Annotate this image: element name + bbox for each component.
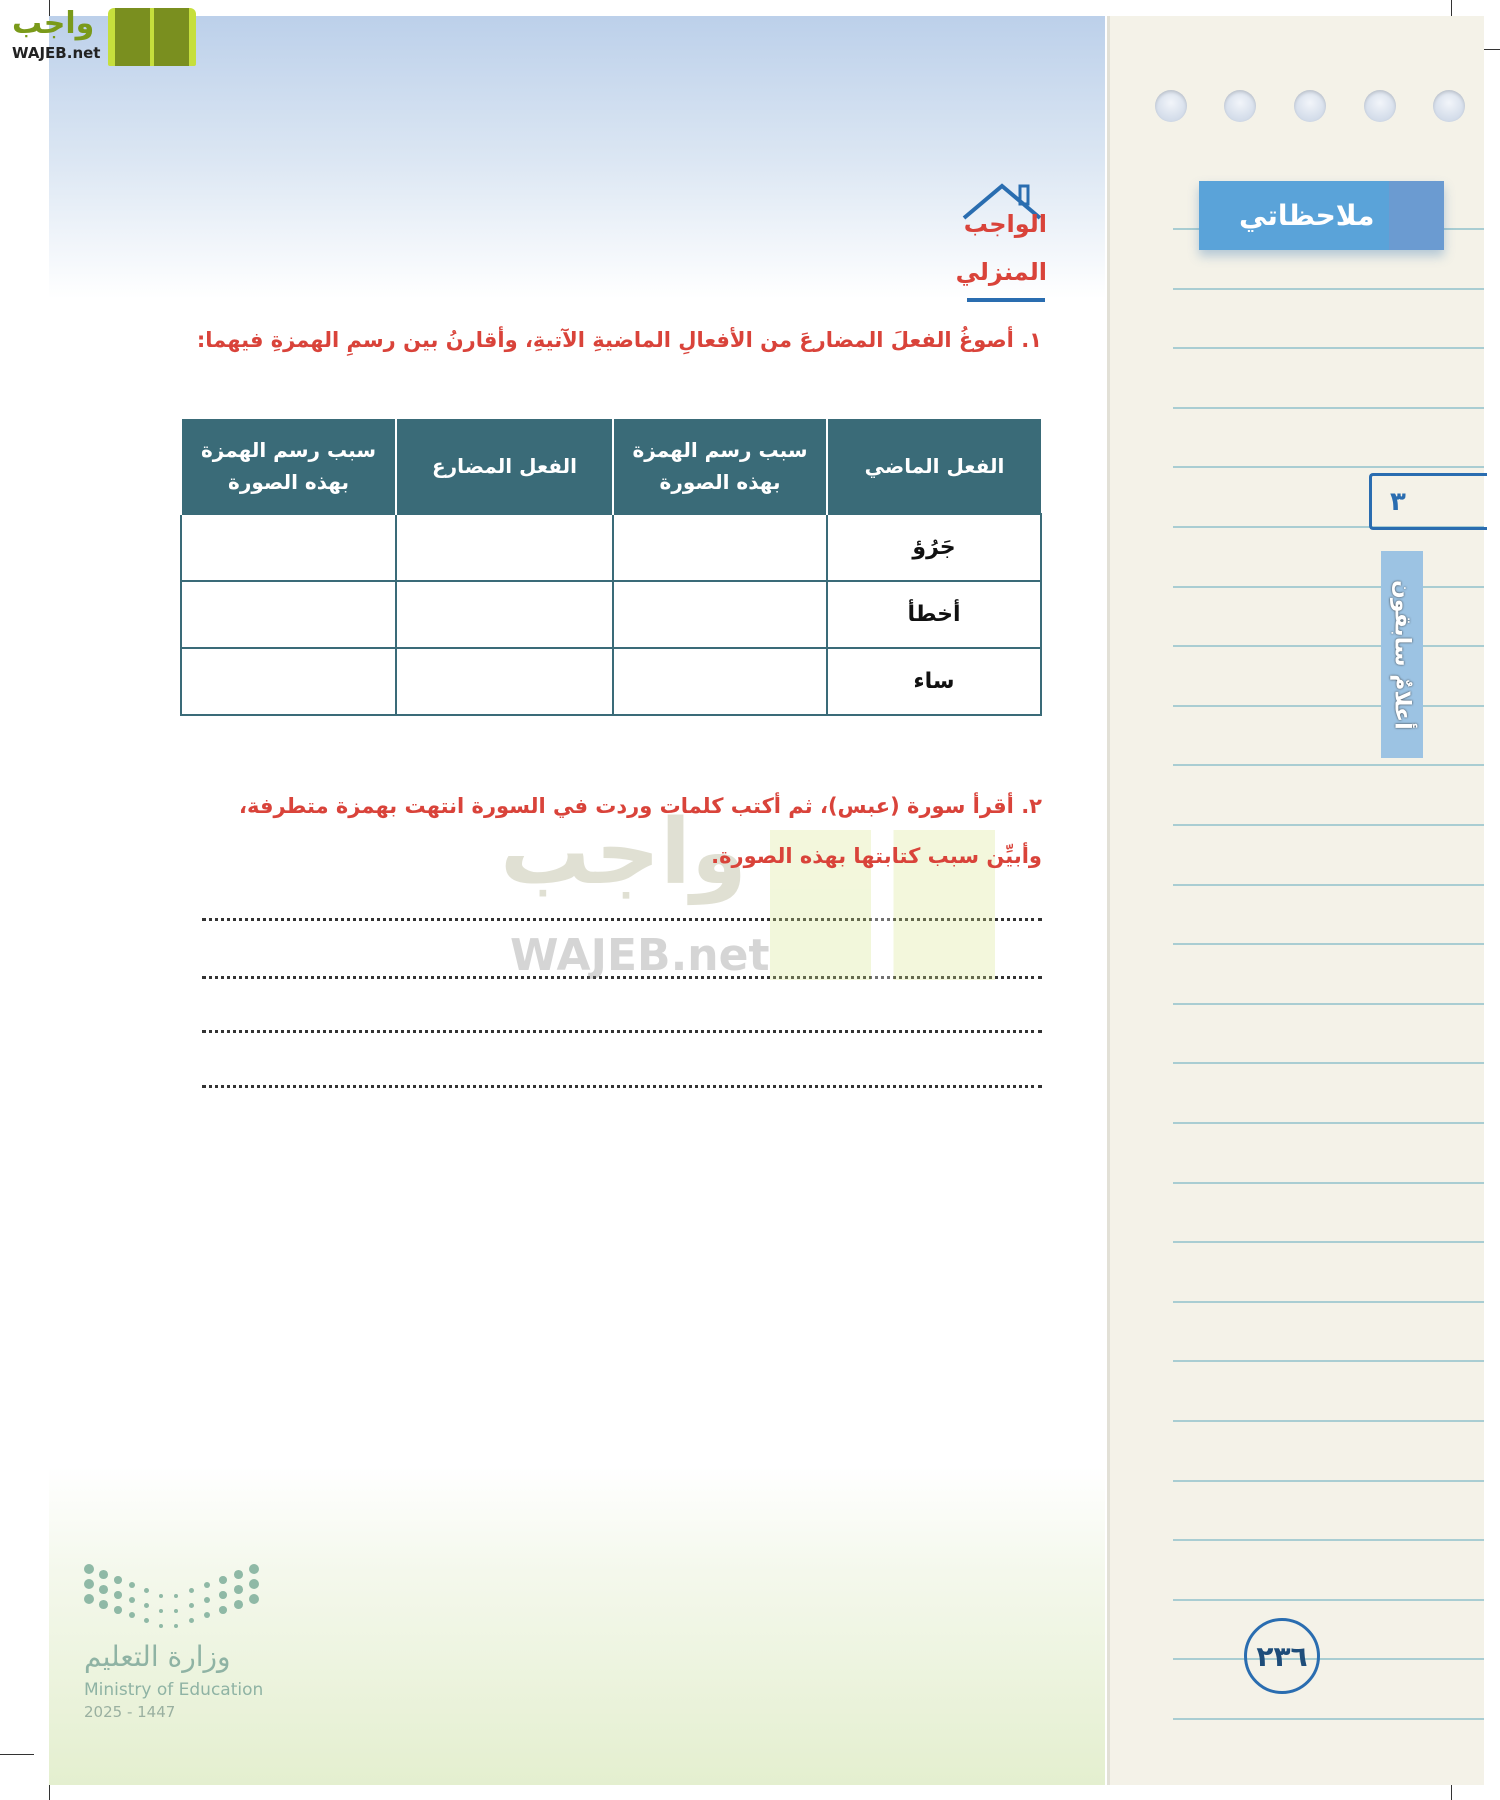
binder-hole xyxy=(1155,90,1187,122)
logo-dot xyxy=(219,1606,227,1614)
logo-dot xyxy=(234,1570,243,1579)
ruled-line xyxy=(1173,1658,1484,1660)
answer-cell[interactable] xyxy=(181,514,396,581)
header-reason-past: سبب رسم الهمزة بهذه الصورة xyxy=(613,419,827,514)
table-header-row xyxy=(181,419,1041,514)
notes-label-tab xyxy=(1389,181,1444,250)
page-number-text: ٢٣٦ xyxy=(1256,1639,1308,1673)
ruled-line xyxy=(1173,943,1484,945)
logo-dot xyxy=(144,1588,149,1593)
table-row xyxy=(181,648,1041,715)
logo-dot xyxy=(174,1624,178,1628)
ruled-line xyxy=(1173,884,1484,886)
logo-dot xyxy=(249,1564,259,1574)
answer-cell[interactable] xyxy=(181,648,396,715)
logo-dot xyxy=(174,1609,178,1613)
logo-dot xyxy=(219,1576,227,1584)
chapter-number-box xyxy=(1369,473,1487,530)
ruled-line xyxy=(1173,466,1484,468)
table-row xyxy=(181,581,1041,648)
ruled-line xyxy=(1173,1062,1484,1064)
hamza-table xyxy=(180,419,1042,716)
book-icon xyxy=(108,8,196,66)
answer-line[interactable] xyxy=(202,1085,1042,1088)
answer-line[interactable] xyxy=(202,1030,1042,1033)
table-row xyxy=(181,514,1041,581)
watermark-latin: WAJEB.net xyxy=(510,930,770,981)
watermark-arabic: واجب xyxy=(500,800,747,905)
logo-dot xyxy=(234,1600,243,1609)
binder-hole xyxy=(1294,90,1326,122)
binder-hole xyxy=(1224,90,1256,122)
binder-hole xyxy=(1364,90,1396,122)
logo-dot xyxy=(159,1609,163,1613)
ruled-line xyxy=(1173,288,1484,290)
homework-underline xyxy=(967,298,1045,302)
logo-dot xyxy=(219,1591,227,1599)
page-number xyxy=(1244,1618,1320,1694)
header-past-verb: الفعل الماضي xyxy=(827,419,1041,514)
header-present-verb: الفعل المضارع xyxy=(396,419,613,514)
ruled-line xyxy=(1173,645,1484,647)
logo-dot xyxy=(189,1603,194,1608)
logo-dot xyxy=(114,1576,122,1584)
logo-dot xyxy=(114,1606,122,1614)
past-verb-cell: جَرُؤ xyxy=(827,514,1041,581)
question-2-line1: ٢. أقرأ سورة (عبس)، ثم أكتب كلمات وردت في السورة انتهت بهمزة متطرفة، xyxy=(239,794,1042,818)
ruled-line xyxy=(1173,1241,1484,1243)
logo-dot xyxy=(189,1618,194,1623)
answer-cell[interactable] xyxy=(396,514,613,581)
answer-cell[interactable] xyxy=(613,648,827,715)
logo-dot xyxy=(99,1570,108,1579)
homework-title-line2: المنزلي xyxy=(955,258,1047,286)
ruled-line xyxy=(1173,1718,1484,1720)
logo-dot xyxy=(129,1612,135,1618)
answer-cell[interactable] xyxy=(396,648,613,715)
wajeb-logo xyxy=(10,6,190,66)
logo-dot xyxy=(174,1594,178,1598)
answer-cell[interactable] xyxy=(181,581,396,648)
chapter-title: أعلامٌ سابقون xyxy=(1389,579,1415,730)
question-2-line2: وأبيِّن سبب كتابتها بهذه الصورة. xyxy=(711,844,1042,868)
past-verb-cell: ساء xyxy=(827,648,1041,715)
chapter-number: ٣ xyxy=(1390,486,1406,517)
logo-dot xyxy=(84,1564,94,1574)
ministry-arabic: وزارة التعليم xyxy=(84,1640,231,1673)
notes-label xyxy=(1199,181,1444,250)
binder-hole xyxy=(1433,90,1465,122)
logo-dot xyxy=(144,1603,149,1608)
logo-dot xyxy=(144,1618,149,1623)
logo-dot xyxy=(204,1582,210,1588)
ruled-line xyxy=(1173,1480,1484,1482)
logo-dot xyxy=(204,1612,210,1618)
homework-title-line1: الواجب xyxy=(963,210,1047,238)
ministry-english: Ministry of Education xyxy=(84,1680,264,1700)
question-1: ١. أصوغُ الفعلَ المضارعَ من الأفعالِ الماضيةِ الآتيةِ، وأقارنُ بين رسمِ الهمزةِ فيهما: xyxy=(196,328,1042,352)
ruled-line xyxy=(1173,1122,1484,1124)
logo-dot xyxy=(99,1585,108,1594)
ministry-logo-icon xyxy=(84,1564,266,1634)
answer-cell[interactable] xyxy=(396,581,613,648)
ruled-line xyxy=(1173,1182,1484,1184)
logo-dot xyxy=(129,1597,135,1603)
ruled-line xyxy=(1173,1420,1484,1422)
ruled-line xyxy=(1173,1003,1484,1005)
logo-dot xyxy=(234,1585,243,1594)
ruled-line xyxy=(1173,1360,1484,1362)
ruled-line xyxy=(1173,705,1484,707)
ruled-line xyxy=(1173,1599,1484,1601)
ministry-year: 2025 - 1447 xyxy=(84,1703,176,1721)
ruled-line xyxy=(1173,764,1484,766)
logo-dot xyxy=(204,1597,210,1603)
answer-cell[interactable] xyxy=(613,581,827,648)
ruled-line xyxy=(1173,347,1484,349)
crop-mark xyxy=(49,1785,50,1800)
logo-dot xyxy=(99,1600,108,1609)
crop-mark xyxy=(0,1754,34,1755)
logo-dot xyxy=(84,1594,94,1604)
header-reason-present: سبب رسم الهمزة بهذه الصورة xyxy=(181,419,396,514)
past-verb-cell: أخطأ xyxy=(827,581,1041,648)
logo-dot xyxy=(84,1579,94,1589)
ruled-line xyxy=(1173,407,1484,409)
logo-dot xyxy=(249,1579,259,1589)
logo-dot xyxy=(129,1582,135,1588)
answer-cell[interactable] xyxy=(613,514,827,581)
logo-dot xyxy=(159,1594,163,1598)
chapter-title-tape xyxy=(1381,551,1423,758)
notes-title: ملاحظاتي xyxy=(1239,199,1375,232)
logo-dot xyxy=(159,1624,163,1628)
wajeb-logo-text: واجب xyxy=(12,6,95,41)
notes-panel xyxy=(1107,16,1484,1785)
logo-dot xyxy=(249,1594,259,1604)
logo-dot xyxy=(114,1591,122,1599)
homework-title xyxy=(955,200,1047,296)
logo-dot xyxy=(189,1588,194,1593)
ruled-line xyxy=(1173,1539,1484,1541)
ruled-line xyxy=(1173,824,1484,826)
ruled-line xyxy=(1173,1301,1484,1303)
ruled-line xyxy=(1173,586,1484,588)
wajeb-logo-latin: WAJEB.net xyxy=(12,44,101,62)
